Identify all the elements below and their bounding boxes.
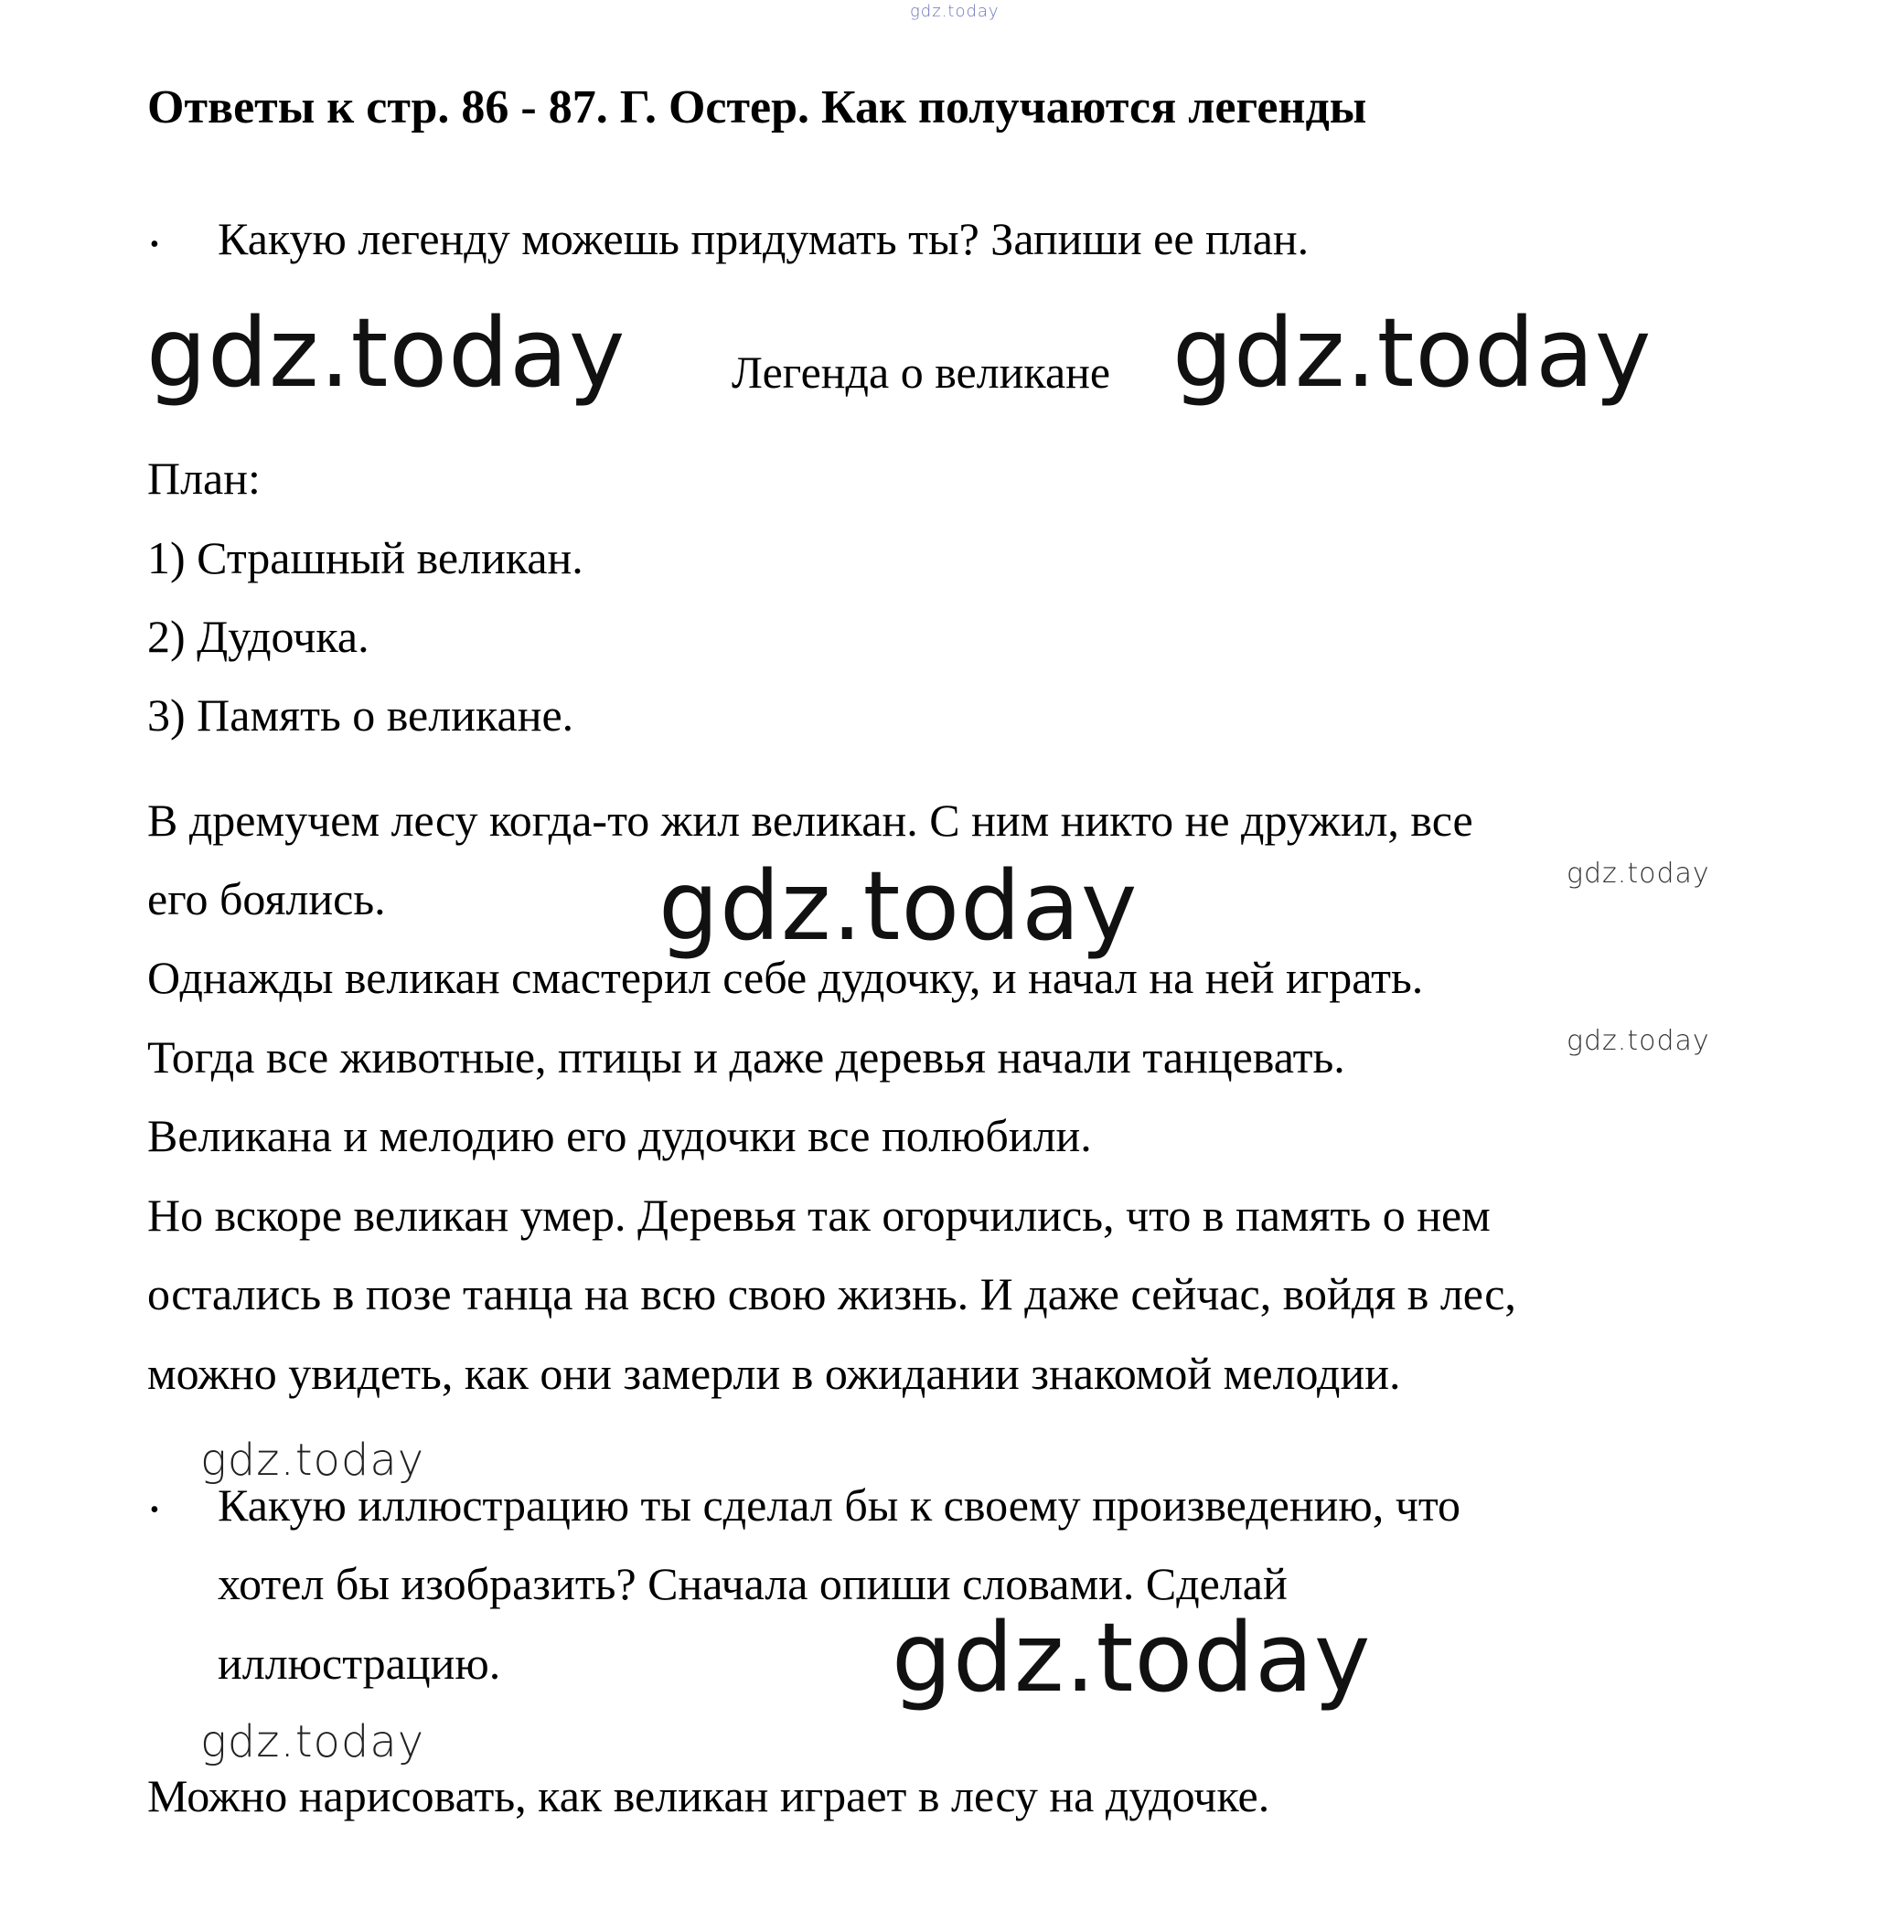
bullet-question-2: • (150, 1496, 159, 1524)
story-line: Тогда все животные, птицы и даже деревья начали танцевать. (147, 1031, 1345, 1083)
story-line: Но вскоре великан умер. Деревья так огорчились, что в память о нем (147, 1190, 1491, 1241)
watermark-medium-2: gdz.today (200, 1716, 425, 1767)
watermark-large-right: gdz.today (1172, 297, 1653, 409)
plan-item: 1) Страшный великан. (147, 532, 583, 583)
story-line: можно увидеть, как они замерли в ожидании знакомой мелодии. (147, 1348, 1401, 1399)
watermark-small-right-1: gdz.today (1567, 858, 1710, 890)
page-title: Ответы к стр. 86 - 87. Г. Остер. Как получаются легенды (147, 81, 1367, 133)
story-line: В дремучем лесу когда-то жил великан. С ним никто не дружил, все (147, 795, 1473, 846)
story-line: его боялись. (147, 873, 386, 924)
watermark-large-center: gdz.today (658, 850, 1139, 962)
story-line: Однажды великан смастерил себе дудочку, и начал на ней играть. (147, 952, 1424, 1003)
question-2-line: Какую иллюстрацию ты сделал бы к своему произведению, что (218, 1479, 1461, 1531)
question-2-line: иллюстрацию. (218, 1638, 501, 1689)
watermark-large-bottom: gdz.today (892, 1602, 1372, 1713)
story-line: Великана и мелодию его дудочки все полюбили. (147, 1110, 1092, 1161)
question-1: Какую легенду можешь придумать ты? Запиши ее план. (218, 213, 1310, 264)
legend-title: Легенда о великане (732, 347, 1111, 398)
bullet-question-1: • (150, 230, 159, 259)
watermark-medium-1: gdz.today (200, 1435, 425, 1486)
answer-2: Можно нарисовать, как великан играет в лесу на дудочке. (147, 1770, 1270, 1821)
story-line: остались в позе танца на всю свою жизнь. И даже сейчас, войдя в лес, (147, 1268, 1516, 1319)
watermark-large-left: gdz.today (146, 297, 626, 409)
watermark-top: gdz.today (910, 2, 1000, 21)
question-2-line: хотел бы изобразить? Сначала опиши словами. Сделай (218, 1558, 1288, 1609)
plan-heading: План: (147, 453, 261, 504)
plan-item: 2) Дудочка. (147, 611, 369, 662)
watermark-small-right-2: gdz.today (1567, 1025, 1710, 1057)
plan-item: 3) Память о великане. (147, 689, 574, 741)
